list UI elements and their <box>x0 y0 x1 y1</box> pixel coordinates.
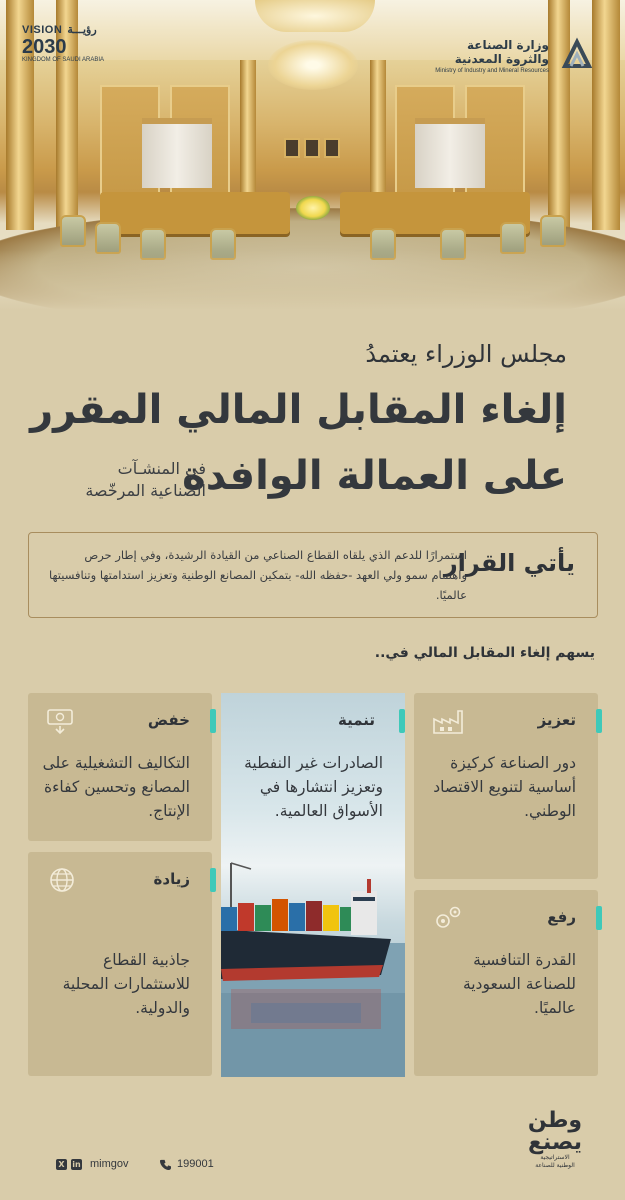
ministry-logo <box>422 36 597 86</box>
card-title: رفع <box>547 908 576 926</box>
card-text: القدرة التنافسية للصناعة السعودية عالميًا. <box>462 951 576 1017</box>
headline-main-line1: إلغاء المقابل المالي المقرر <box>30 387 567 433</box>
headline-main-line2: على العمالة الوافدة <box>182 453 567 499</box>
cabinet-hall-photo <box>0 0 625 310</box>
headline-note <box>56 458 206 502</box>
ministry-name-line1: وزارة الصناعة <box>467 38 549 52</box>
phone-contact <box>160 1158 214 1170</box>
card-title: خفض <box>147 711 190 729</box>
social-links <box>56 1158 129 1170</box>
brand-line1: وطن <box>527 1108 583 1133</box>
gears-icon <box>432 904 464 932</box>
card-title: زيادة <box>153 870 190 888</box>
brand-line2: يصنع <box>528 1130 582 1155</box>
social-handle[interactable]: mimgov <box>90 1158 129 1170</box>
headline-note-line2: الصناعية المرخّصة <box>85 481 206 500</box>
decision-box <box>28 532 598 618</box>
headline-note-line1: في المنشـآت <box>117 459 206 478</box>
linkedin-icon[interactable]: in <box>72 1159 81 1169</box>
card-title: تعزيز <box>537 711 576 729</box>
globe-icon <box>46 866 78 894</box>
card-accent-bar <box>596 906 602 930</box>
card-increase <box>28 852 212 1076</box>
brand-small1: الاستراتيجية <box>540 1154 570 1161</box>
card-text: دور الصناعة كركيزة أساسية لتنويع الاقتصاد الوطني. <box>433 754 576 820</box>
card-raise <box>414 890 598 1076</box>
headline-subtitle: مجلس الوزراء يعتمدُ <box>365 340 567 368</box>
contributions-title: يسهم إلغاء المقابل المالي في.. <box>374 645 595 661</box>
card-accent-bar <box>210 709 216 733</box>
money-down-icon <box>46 707 78 735</box>
ministry-emblem-icon <box>557 36 597 76</box>
card-accent-bar <box>399 709 405 733</box>
phone-number[interactable]: 199001 <box>177 1158 214 1170</box>
decision-title: يأتي القرار <box>443 549 575 577</box>
card-title: تنمية <box>337 711 375 729</box>
card-reduce <box>28 693 212 841</box>
card-text: الصادرات غير النفطية وتعزيز انتشارها في الأسواق العالمية. <box>244 754 383 820</box>
vision-2030-logo: VISION رؤيـــة 2030 KINGDOM OF SAUDI ARABIA <box>22 24 105 63</box>
card-accent-bar <box>210 868 216 892</box>
card-text: التكاليف التشغيلية على المصانع وتحسين كفاءة الإنتاج. <box>42 754 190 820</box>
phone-icon <box>160 1159 171 1170</box>
card-accent-bar <box>596 709 602 733</box>
card-enhance <box>414 693 598 879</box>
national-industry-strategy-logo <box>520 1108 590 1169</box>
factory-icon <box>432 707 464 735</box>
ministry-name-en: Ministry of Industry and Mineral Resources <box>435 68 549 74</box>
brand-small2: الوطنية للصناعة <box>535 1162 575 1169</box>
decision-text: استمرارًا للدعم الذي يلقاه القطاع الصناعي من القيادة الرشيدة، وفي إطار حرص واهتمام سمو ولي العهد -حفظه الله- بتمكين المصانع الوطنية وتعزيز استدامتها وتنافسيتها عالميًا. <box>48 548 467 602</box>
card-develop <box>221 693 405 1077</box>
card-text: جاذبية القطاع للاستثمارات المحلية والدولية. <box>62 951 190 1017</box>
x-icon[interactable]: X <box>56 1159 67 1170</box>
ministry-name-line2: والثروة المعدنية <box>454 52 549 66</box>
